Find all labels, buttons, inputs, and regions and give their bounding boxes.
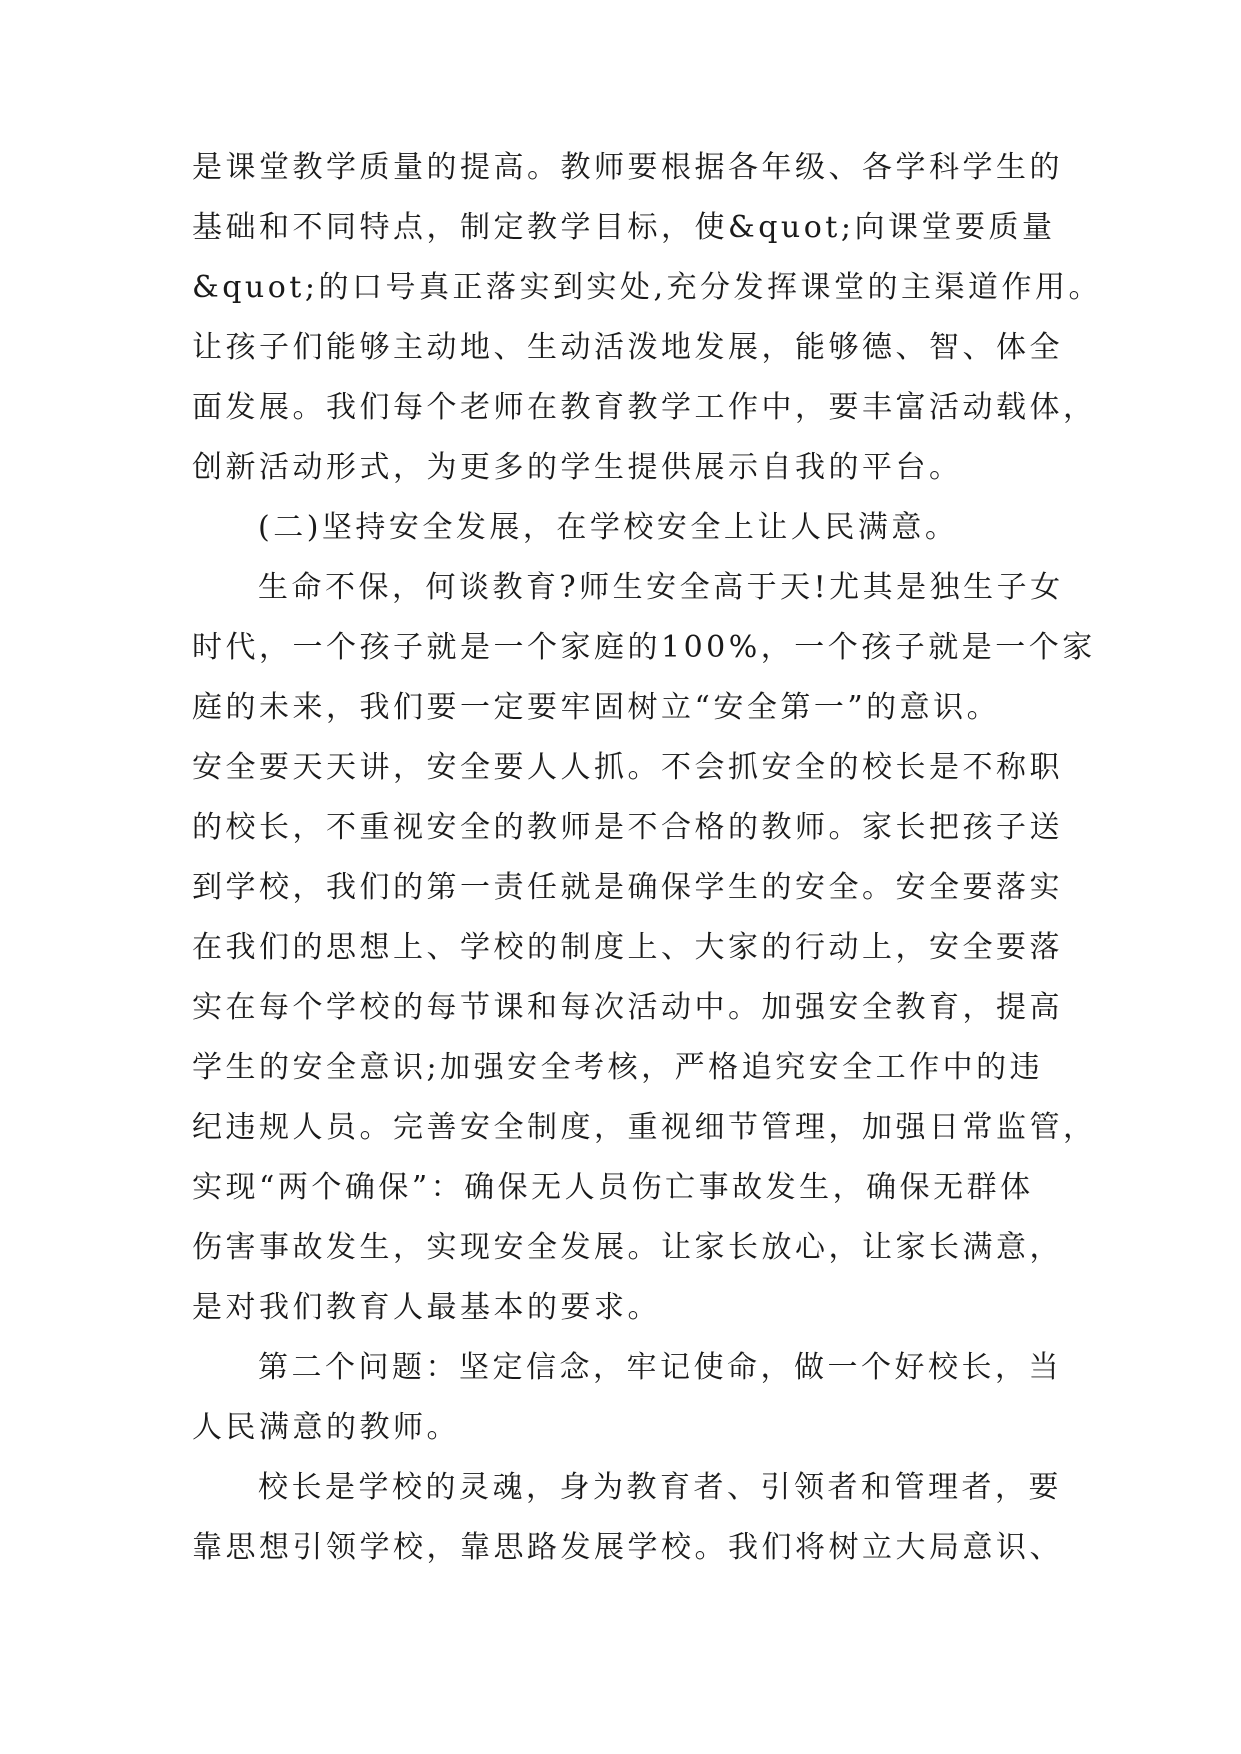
text-line: 庭的未来，我们要一定要牢固树立“安全第一”的意识。 [192, 690, 1001, 725]
text-line: 实在每个学校的每节课和每次活动中。加强安全教育，提高 [192, 990, 1063, 1025]
text-line: 让孩子们能够主动地、生动活泼地发展，能够德、智、体全 [192, 330, 1063, 365]
text-line: 是对我们教育人最基本的要求。 [192, 1290, 661, 1325]
text-line: 是课堂教学质量的提高。教师要根据各年级、各学科学生的 [192, 150, 1063, 185]
section-heading: (二)坚持安全发展，在学校安全上让人民满意。 [258, 510, 959, 545]
text-line: 学生的安全意识;加强安全考核，严格追究安全工作中的违 [192, 1050, 1044, 1085]
text-line: 面发展。我们每个老师在教育教学工作中，要丰富活动载体， [192, 390, 1097, 425]
text-line: 在我们的思想上、学校的制度上、大家的行动上，安全要落 [192, 930, 1063, 965]
text-line: 时代，一个孩子就是一个家庭的100%，一个孩子就是一个家 [192, 630, 1096, 665]
text-line: 伤害事故发生，实现安全发展。让家长放心，让家长满意， [192, 1230, 1063, 1265]
text-line: 安全要天天讲，安全要人人抓。不会抓安全的校长是不称职 [192, 750, 1063, 785]
text-line: 人民满意的教师。 [192, 1410, 460, 1445]
text-line: 第二个问题：坚定信念，牢记使命，做一个好校长，当 [258, 1350, 1062, 1385]
text-line: 到学校，我们的第一责任就是确保学生的安全。安全要落实 [192, 870, 1063, 905]
text-line: 纪违规人员。完善安全制度，重视细节管理，加强日常监管， [192, 1110, 1097, 1145]
text-line: 的校长，不重视安全的教师是不合格的教师。家长把孩子送 [192, 810, 1063, 845]
text-line: 生命不保，何谈教育?师生安全高于天!尤其是独生子女 [258, 570, 1064, 605]
text-line: 校长是学校的灵魂，身为教育者、引领者和管理者，要 [258, 1470, 1062, 1505]
text-line: 创新活动形式，为更多的学生提供展示自我的平台。 [192, 450, 963, 485]
text-line: 实现“两个确保”：确保无人员伤亡事故发生，确保无群体 [192, 1170, 1034, 1205]
text-line: &quot;的口号真正落实到实处,充分发挥课堂的主渠道作用。 [192, 270, 1102, 305]
text-line: 基础和不同特点，制定教学目标，使&quot;向课堂要质量 [192, 210, 1056, 245]
text-line: 靠思想引领学校，靠思路发展学校。我们将树立大局意识、 [192, 1530, 1063, 1565]
